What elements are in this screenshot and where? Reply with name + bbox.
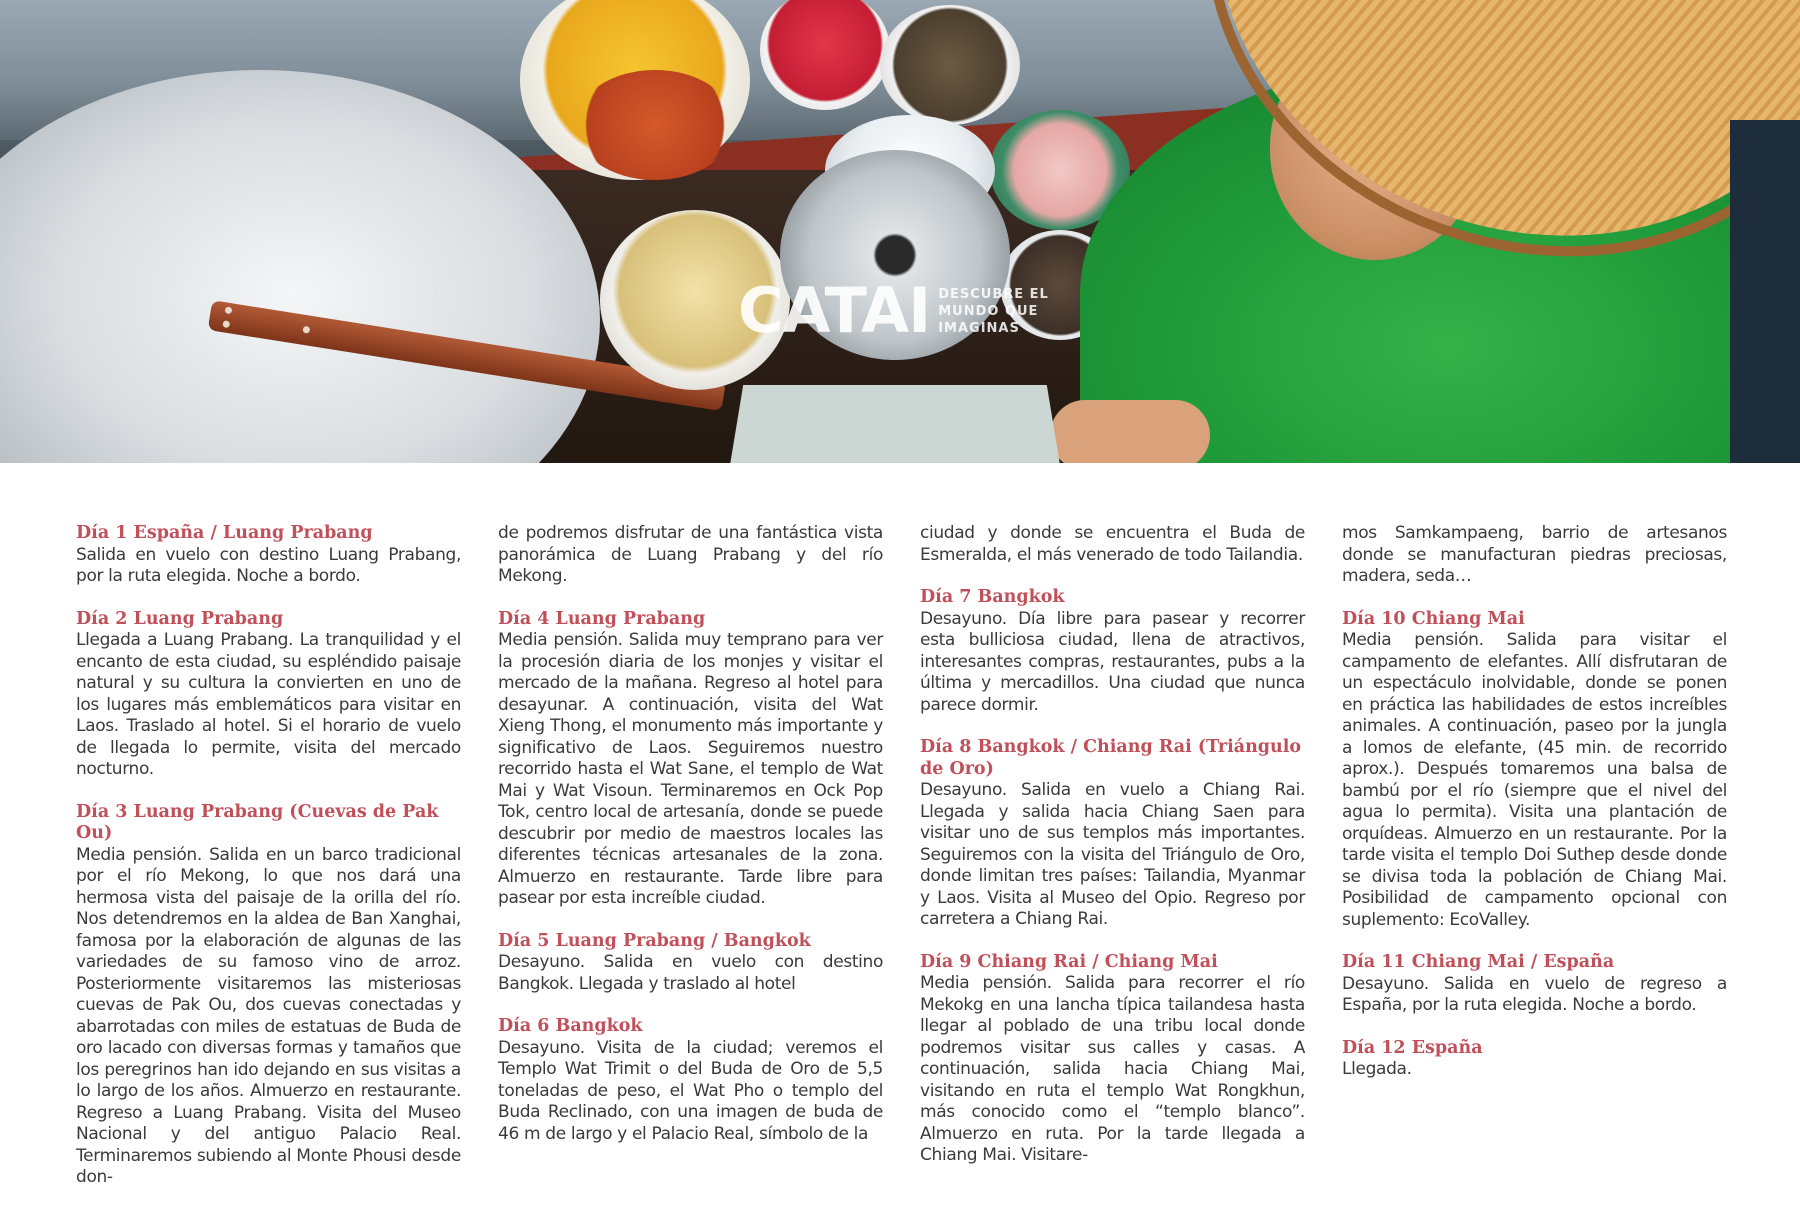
day-title: Día 12 España bbox=[1342, 1037, 1483, 1058]
day-entry bbox=[1342, 609, 1727, 932]
day-title: Día 7 Bangkok bbox=[920, 587, 1065, 607]
day-title: Día 8 Bangkok / Chiang Rai (Triángulo de Oro) bbox=[920, 737, 1302, 779]
day-entry bbox=[76, 802, 461, 1189]
day-title: Día 6 Bangkok bbox=[498, 1016, 643, 1036]
day-description: Desayuno. Visita de la ciudad; veremos el Templo Wat Trimit o del Buda de Oro de 5,5 toneladas de peso, el Wat Pho o templo del Buda Reclinado, con una imagen de buda de 46 m de largo y el Palacio Real, símbolo de la bbox=[498, 1037, 883, 1144]
day-description: Llegada. bbox=[1342, 1059, 1412, 1079]
header-photo bbox=[0, 0, 1800, 463]
day-entry bbox=[920, 737, 1305, 931]
day-entry bbox=[1342, 952, 1727, 1017]
day-entry bbox=[920, 587, 1305, 716]
day-title: Día 11 Chiang Mai / España bbox=[1342, 952, 1615, 972]
continued-text: mos Samkampaeng, barrio de artesanos donde se manufacturan piedras preciosas, madera, seda… bbox=[1342, 523, 1727, 586]
day-entry bbox=[498, 609, 883, 910]
day-entry bbox=[1342, 1038, 1727, 1081]
day-title: Día 5 Luang Prabang / Bangkok bbox=[498, 930, 811, 951]
mint-tab bbox=[730, 385, 1060, 463]
continued-text: ciudad y donde se encuentra el Buda de Esmeralda, el más venerado de todo Tailandia. bbox=[920, 523, 1305, 565]
bowl-fried-food bbox=[575, 70, 735, 180]
itinerary bbox=[0, 523, 1800, 1200]
day-entry bbox=[76, 523, 461, 588]
day-description: Llegada a Luang Prabang. La tranquilidad y el encanto de esta ciudad, su espléndido paisaje natural y su cultura la convierten en uno de los lugares más emblemáticos para visitar en Laos. Traslado al hotel. Si el horario de vuelo de llegada lo permite, visita del mercado nocturno. bbox=[76, 630, 461, 779]
day-entry bbox=[76, 609, 461, 781]
day-description: Salida en vuelo con destino Luang Prabang, por la ruta elegida. Noche a bordo. bbox=[76, 544, 461, 586]
logo-wordmark: CATAI bbox=[738, 274, 931, 347]
logo-tagline bbox=[938, 286, 1049, 337]
boat-edge bbox=[1730, 120, 1800, 463]
logo-tagline-line: IMAGINAS bbox=[938, 320, 1020, 336]
catai-logo bbox=[738, 274, 1049, 347]
itinerary-column bbox=[76, 523, 461, 1210]
day-description: Desayuno. Día libre para pasear y recorrer esta bulliciosa ciudad, llena de atractivos, interesantes compras, restaurantes, pubs a la última y mercadillos. Una ciudad que nunca parece dormir. bbox=[920, 608, 1305, 715]
logo-tagline-line: MUNDO QUE bbox=[938, 303, 1039, 319]
day-description: Desayuno. Salida en vuelo a Chiang Rai. Llegada y salida hacia Chiang Saen para visitar uno de sus templos más importantes. Seguiremos con la visita del Triángulo de Oro, donde limitan tres países: Tailandia, Myanmar y Laos. Visita al Museo del Opio. Regreso por carretera a Chiang Rai. bbox=[920, 780, 1305, 929]
day-title: Día 10 Chiang Mai bbox=[1342, 608, 1525, 629]
day-title: Día 2 Luang Prabang bbox=[76, 608, 284, 629]
day-description: Media pensión. Salida en un barco tradicional por el río Mekong, lo que nos dará una hermosa vista del paisaje de la orilla del río. Nos detendremos en la aldea de Ban Xanghai, famosa por la elaboración de algunas de las variedades de su famoso vino de arroz. Posteriormente visitaremos las misteriosas cuevas de Pak Ou, dos cuevas conectadas y abarrotadas con miles de estatuas de Buda de oro lacado con diversas formas y tamaños que los peregrinos han ido dejando en sus visitas a lo largo de los años. Almuerzo en restaurante. Regreso a Luang Prabang. Visita del Museo Nacional y del antiguo Palacio Real. Terminaremos subiendo al Monte Phousi desde don- bbox=[76, 844, 461, 1187]
day-title: Día 3 Luang Prabang (Cuevas de Pak Ou) bbox=[76, 801, 439, 843]
day-description: Desayuno. Salida en vuelo con destino Bangkok. Llegada y traslado al hotel bbox=[498, 952, 883, 994]
day-title: Día 1 España / Luang Prabang bbox=[76, 523, 373, 543]
day-description: Media pensión. Salida para visitar el campamento de elefantes. Allí disfrutaran de un espectáculo inolvidable, donde se ponen en práctica las habilidades de estos increíbles animales. A continuación, paseo por la jungla a lomos de elefante, (45 min. de recorrido aprox.). Después tomaremos una balsa de bambú por el río (siempre que el nivel del agua lo permita). Visita una plantación de orquídeas. Almuerzo en un restaurante. Por la tarde visita el templo Doi Suthep desde donde se divisa toda la población de Chiang Mai. Posibilidad de campamento opcional con suplemento: EcoValley. bbox=[1342, 630, 1727, 930]
bowl-dark-sauce bbox=[880, 5, 1020, 125]
day-entry bbox=[920, 952, 1305, 1167]
itinerary-column bbox=[1342, 523, 1727, 1102]
day-description: Media pensión. Salida para recorrer el río Mekokg en una lancha típica tailandesa hasta llegar al poblado de una tribu local donde podremos visitar sus calles y casas. A continuación, salida hacia Chiang Mai, visitando en ruta el templo Wat Rongkhun, más conocido como el “templo blanco”. Almuerzo en ruta. Por la tarde llegada a Chiang Mai. Visitare- bbox=[920, 973, 1305, 1165]
day-description: Desayuno. Salida en vuelo de regreso a España, por la ruta elegida. Noche a bordo. bbox=[1342, 973, 1727, 1015]
day-description: Media pensión. Salida muy temprano para ver la procesión diaria de los monjes y visitar el mercado de la mañana. Regreso al hotel para desayunar. A continuación, visita del Wat Xieng Thong, el monumento más importante y significativo de Laos. Seguiremos nuestro recorrido hasta el Wat Sane, el templo de Wat Mai y Wat Visoun. Terminaremos en Ock Pop Tok, centro local de artesanía, donde se puede descubrir por medio de maestros locales las diferentes técnicas artesanales de la zona. Almuerzo en restaurante. Tarde libre para pasear por esta increíble ciudad. bbox=[498, 630, 883, 908]
logo-tagline-line: DESCUBRE EL bbox=[938, 286, 1049, 302]
day-entry bbox=[498, 931, 883, 996]
day-entry bbox=[498, 1016, 883, 1145]
itinerary-column bbox=[920, 523, 1305, 1188]
vendor-hand bbox=[1050, 400, 1210, 463]
itinerary-column bbox=[498, 523, 883, 1166]
continued-text: de podremos disfrutar de una fantástica vista panorámica de Luang Prabang y del río Mekong. bbox=[498, 523, 883, 586]
day-title: Día 9 Chiang Rai / Chiang Mai bbox=[920, 951, 1218, 972]
day-title: Día 4 Luang Prabang bbox=[498, 608, 706, 629]
